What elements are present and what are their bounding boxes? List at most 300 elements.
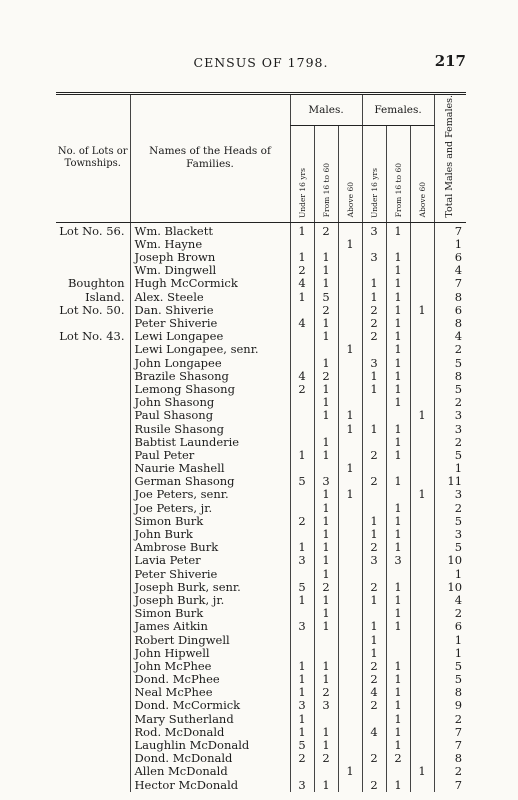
family-name-cell: Alex. Steele	[130, 291, 290, 304]
family-name-cell: Hector McDonald	[130, 778, 290, 791]
females-16to60-cell: 1	[386, 264, 410, 277]
total-cell: 2	[434, 607, 466, 620]
males-under16-cell	[290, 647, 314, 660]
males-above60-cell	[338, 251, 362, 264]
family-name-cell: Lewi Longapee	[130, 330, 290, 343]
lot-cell: Lot No. 43.	[59, 329, 125, 344]
females-above60-cell	[410, 251, 434, 264]
females-under16-cell: 1	[362, 515, 386, 528]
females-above60-cell	[410, 238, 434, 251]
females-above60-cell	[410, 356, 434, 369]
females-above60-cell	[410, 222, 434, 238]
page-number: 217	[434, 52, 466, 70]
males-16to60-cell: 1	[314, 620, 338, 633]
females-16to60-cell: 1	[386, 686, 410, 699]
males-under16-cell: 1	[290, 541, 314, 554]
lot-cell	[56, 620, 130, 633]
females-16to60-cell: 1	[386, 436, 410, 449]
males-16to60-header: From 16 to 60	[314, 125, 338, 222]
table-row	[56, 620, 466, 633]
lot-cell	[56, 317, 130, 330]
males-under16-cell: 5	[290, 739, 314, 752]
males-above60-cell	[338, 647, 362, 660]
lot-cell	[56, 462, 130, 475]
females-under16-cell: 2	[362, 317, 386, 330]
total-cell: 5	[434, 541, 466, 554]
males-under16-cell: 1	[290, 594, 314, 607]
males-16to60-cell	[314, 422, 338, 435]
lot-cell: Lot No. 56.	[59, 223, 125, 238]
males-under16-cell	[290, 409, 314, 422]
males-above60-cell	[338, 515, 362, 528]
males-16to60-cell: 1	[314, 515, 338, 528]
females-under16-cell: 2	[362, 475, 386, 488]
males-above60-cell	[338, 475, 362, 488]
males-above60-cell	[338, 222, 362, 238]
females-16to60-cell: 1	[386, 277, 410, 290]
table-row	[56, 396, 466, 409]
females-above60-cell	[410, 699, 434, 712]
males-above60-cell	[338, 449, 362, 462]
females-under16-cell: 1	[362, 633, 386, 646]
females-above60-cell	[410, 422, 434, 435]
total-cell: 4	[434, 264, 466, 277]
males-above60-cell	[338, 528, 362, 541]
males-above60-cell	[338, 356, 362, 369]
family-name-cell: Ambrose Burk	[130, 541, 290, 554]
total-cell: 7	[434, 778, 466, 791]
table-row	[56, 291, 466, 304]
males-16to60-cell: 1	[314, 317, 338, 330]
males-16to60-cell: 1	[314, 396, 338, 409]
females-16to60-cell: 1	[386, 356, 410, 369]
total-cell: 3	[434, 422, 466, 435]
table-row	[56, 554, 466, 567]
females-16to60-cell: 2	[386, 752, 410, 765]
table-row	[56, 383, 466, 396]
total-cell: 2	[434, 436, 466, 449]
total-cell: 1	[434, 567, 466, 580]
females-16to60-cell	[386, 567, 410, 580]
running-head	[56, 52, 466, 72]
males-under16-cell	[290, 396, 314, 409]
females-under16-cell: 2	[362, 541, 386, 554]
family-name-cell: Paul Shasong	[130, 409, 290, 422]
family-name-cell: Dond. McDonald	[130, 752, 290, 765]
males-16to60-cell: 2	[314, 304, 338, 317]
table-row	[56, 370, 466, 383]
males-16to60-cell: 1	[314, 673, 338, 686]
males-above60-cell	[338, 304, 362, 317]
females-under16-cell: 1	[362, 620, 386, 633]
total-cell: 1	[434, 633, 466, 646]
females-above60-cell	[410, 475, 434, 488]
males-above60-cell: 1	[338, 238, 362, 251]
family-name-cell: Dond. McPhee	[130, 673, 290, 686]
table-row	[56, 488, 466, 501]
females-above60-cell	[410, 502, 434, 515]
females-above60-cell	[410, 462, 434, 475]
family-name-cell: Dan. Shiverie	[130, 304, 290, 317]
lot-cell	[56, 686, 130, 699]
table-row	[56, 726, 466, 739]
females-16to60-cell	[386, 462, 410, 475]
lot-cell	[56, 238, 130, 251]
males-above60-header: Above 60	[338, 125, 362, 222]
females-under16-cell	[362, 607, 386, 620]
total-column-header: Total Males and Females.	[434, 94, 466, 223]
males-under16-cell: 1	[290, 222, 314, 238]
total-cell: 10	[434, 554, 466, 567]
males-under16-cell	[290, 633, 314, 646]
females-under16-cell: 2	[362, 778, 386, 791]
males-16to60-cell: 1	[314, 528, 338, 541]
females-under16-cell	[362, 396, 386, 409]
table-row	[56, 436, 466, 449]
lot-cell	[56, 633, 130, 646]
females-under16-cell: 2	[362, 330, 386, 343]
females-16to60-cell: 1	[386, 673, 410, 686]
males-under16-cell: 3	[290, 620, 314, 633]
table-row	[56, 594, 466, 607]
females-above60-cell: 1	[410, 409, 434, 422]
lot-cell	[56, 647, 130, 660]
lot-cell	[56, 515, 130, 528]
females-under16-cell: 1	[362, 528, 386, 541]
females-under16-cell: 2	[362, 673, 386, 686]
females-under16-cell: 2	[362, 449, 386, 462]
family-name-cell: Rusile Shasong	[130, 422, 290, 435]
females-16to60-cell: 1	[386, 291, 410, 304]
total-cell: 8	[434, 370, 466, 383]
total-cell: 2	[434, 502, 466, 515]
females-above60-cell	[410, 436, 434, 449]
family-name-cell: John Longapee	[130, 356, 290, 369]
total-cell: 3	[434, 528, 466, 541]
males-above60-cell	[338, 607, 362, 620]
lot-cell	[56, 251, 130, 264]
lot-cell	[56, 383, 130, 396]
females-16to60-cell: 1	[386, 251, 410, 264]
females-16to60-cell	[386, 633, 410, 646]
table-row	[56, 343, 466, 356]
lot-cell	[56, 699, 130, 712]
family-name-cell: Laughlin McDonald	[130, 739, 290, 752]
total-cell: 4	[434, 594, 466, 607]
males-above60-cell	[338, 581, 362, 594]
males-above60-cell	[338, 752, 362, 765]
males-16to60-cell: 1	[314, 660, 338, 673]
males-16to60-cell: 3	[314, 475, 338, 488]
females-16to60-cell: 1	[386, 330, 410, 343]
total-cell: 2	[434, 396, 466, 409]
total-cell: 1	[434, 238, 466, 251]
males-under16-header: Under 16 yrs	[290, 125, 314, 222]
lot-cell	[56, 594, 130, 607]
table-row	[56, 238, 466, 251]
females-under16-cell: 1	[362, 277, 386, 290]
females-above60-cell	[410, 739, 434, 752]
family-name-cell: Neal McPhee	[130, 686, 290, 699]
total-cell: 2	[434, 713, 466, 726]
total-cell: 1	[434, 462, 466, 475]
females-above60-cell	[410, 554, 434, 567]
lot-cell	[56, 567, 130, 580]
total-cell: 7	[434, 277, 466, 290]
lot-cell	[56, 607, 130, 620]
females-above60-cell	[410, 726, 434, 739]
family-name-cell: Joe Peters, senr.	[130, 488, 290, 501]
males-above60-cell: 1	[338, 409, 362, 422]
males-above60-cell	[338, 396, 362, 409]
lot-cell	[56, 436, 130, 449]
females-under16-cell	[362, 488, 386, 501]
males-under16-cell	[290, 356, 314, 369]
males-16to60-cell: 1	[314, 409, 338, 422]
lot-cell	[56, 673, 130, 686]
females-under16-cell: 4	[362, 686, 386, 699]
table-row	[56, 409, 466, 422]
males-under16-cell	[290, 462, 314, 475]
females-under16-cell: 1	[362, 383, 386, 396]
family-name-cell: Robert Dingwell	[130, 633, 290, 646]
females-16to60-cell: 1	[386, 475, 410, 488]
table-row	[56, 222, 466, 238]
males-under16-cell: 2	[290, 752, 314, 765]
males-16to60-cell: 1	[314, 502, 338, 515]
males-under16-cell: 1	[290, 660, 314, 673]
lot-cell	[56, 528, 130, 541]
family-name-cell: Rod. McDonald	[130, 726, 290, 739]
males-16to60-cell: 1	[314, 436, 338, 449]
lot-cell	[56, 713, 130, 726]
males-above60-cell: 1	[338, 488, 362, 501]
females-above60-cell	[410, 633, 434, 646]
females-above60-cell: 1	[410, 765, 434, 778]
females-16to60-cell: 1	[386, 370, 410, 383]
females-under16-cell: 2	[362, 660, 386, 673]
total-cell: 5	[434, 383, 466, 396]
family-name-cell: Wm. Blackett	[130, 222, 290, 238]
females-16to60-cell: 3	[386, 554, 410, 567]
total-cell: 2	[434, 765, 466, 778]
females-above60-cell	[410, 528, 434, 541]
males-16to60-cell: 1	[314, 567, 338, 580]
males-16to60-cell	[314, 713, 338, 726]
males-16to60-cell	[314, 343, 338, 356]
females-under16-cell	[362, 409, 386, 422]
total-cell: 4	[434, 330, 466, 343]
males-above60-cell: 1	[338, 343, 362, 356]
total-cell: 8	[434, 686, 466, 699]
family-name-cell: Joseph Burk, senr.	[130, 581, 290, 594]
family-name-cell: James Aitkin	[130, 620, 290, 633]
lot-cell	[56, 343, 130, 356]
total-cell: 5	[434, 449, 466, 462]
females-above60-cell	[410, 620, 434, 633]
males-under16-cell	[290, 304, 314, 317]
males-16to60-cell: 3	[314, 699, 338, 712]
family-name-cell: Dond. McCormick	[130, 699, 290, 712]
females-above60-cell	[410, 581, 434, 594]
males-under16-cell	[290, 502, 314, 515]
males-16to60-cell	[314, 647, 338, 660]
total-cell: 8	[434, 291, 466, 304]
females-16to60-header: From 16 to 60	[386, 125, 410, 222]
table-row	[56, 277, 466, 290]
males-above60-cell	[338, 699, 362, 712]
total-cell: 8	[434, 752, 466, 765]
family-name-cell: Brazile Shasong	[130, 370, 290, 383]
table-row	[56, 422, 466, 435]
females-under16-cell	[362, 436, 386, 449]
lot-cell	[56, 488, 130, 501]
table-row	[56, 330, 466, 343]
total-cell: 5	[434, 673, 466, 686]
females-16to60-cell: 1	[386, 422, 410, 435]
family-name-cell: Lewi Longapee, senr.	[130, 343, 290, 356]
males-above60-cell	[338, 739, 362, 752]
females-above60-cell: 1	[410, 488, 434, 501]
females-under16-cell	[362, 502, 386, 515]
males-above60-cell	[338, 370, 362, 383]
family-name-cell: Wm. Dingwell	[130, 264, 290, 277]
lot-cell	[56, 581, 130, 594]
females-above60-cell	[410, 515, 434, 528]
lot-cell	[56, 739, 130, 752]
females-16to60-cell: 1	[386, 620, 410, 633]
table-row	[56, 713, 466, 726]
table-row	[56, 502, 466, 515]
total-cell: 6	[434, 620, 466, 633]
females-16to60-cell: 1	[386, 660, 410, 673]
females-16to60-cell: 1	[386, 343, 410, 356]
table-row	[56, 264, 466, 277]
total-cell: 9	[434, 699, 466, 712]
males-16to60-cell: 1	[314, 356, 338, 369]
lot-cell	[56, 475, 130, 488]
females-16to60-cell: 1	[386, 515, 410, 528]
males-above60-cell	[338, 383, 362, 396]
females-above60-header: Above 60	[410, 125, 434, 222]
females-16to60-cell: 1	[386, 502, 410, 515]
table-row	[56, 317, 466, 330]
family-name-cell: Peter Shiverie	[130, 317, 290, 330]
table-row	[56, 541, 466, 554]
males-16to60-cell: 1	[314, 449, 338, 462]
females-above60-cell	[410, 396, 434, 409]
total-cell: 7	[434, 222, 466, 238]
lot-cell	[56, 396, 130, 409]
females-above60-cell	[410, 330, 434, 343]
males-under16-cell: 1	[290, 686, 314, 699]
females-above60-cell	[410, 594, 434, 607]
family-name-cell: Joseph Burk, jr.	[130, 594, 290, 607]
total-cell: 11	[434, 475, 466, 488]
total-cell: 8	[434, 317, 466, 330]
table-row	[56, 528, 466, 541]
total-cell: 2	[434, 343, 466, 356]
males-under16-cell: 1	[290, 291, 314, 304]
males-above60-cell	[338, 291, 362, 304]
males-under16-cell: 1	[290, 449, 314, 462]
table-row	[56, 356, 466, 369]
males-under16-cell	[290, 607, 314, 620]
females-above60-cell	[410, 291, 434, 304]
lot-cell	[56, 409, 130, 422]
females-under16-cell: 2	[362, 699, 386, 712]
males-16to60-cell: 2	[314, 222, 338, 238]
males-16to60-cell: 1	[314, 594, 338, 607]
females-above60-cell	[410, 647, 434, 660]
females-above60-cell	[410, 449, 434, 462]
females-16to60-cell: 1	[386, 383, 410, 396]
males-above60-cell	[338, 554, 362, 567]
females-16to60-cell: 1	[386, 713, 410, 726]
total-cell: 7	[434, 739, 466, 752]
males-above60-cell: 1	[338, 462, 362, 475]
females-above60-cell	[410, 607, 434, 620]
table-row	[56, 567, 466, 580]
females-above60-cell	[410, 660, 434, 673]
females-under16-cell	[362, 739, 386, 752]
names-column-header: Names of the Heads of Families.	[130, 94, 290, 223]
lot-cell: Island.	[85, 289, 125, 304]
females-above60-cell	[410, 343, 434, 356]
table-row	[56, 752, 466, 765]
males-16to60-cell: 1	[314, 488, 338, 501]
females-16to60-cell: 1	[386, 528, 410, 541]
family-name-cell: Paul Peter	[130, 449, 290, 462]
males-above60-cell	[338, 541, 362, 554]
total-cell: 7	[434, 726, 466, 739]
females-16to60-cell	[386, 488, 410, 501]
table-row	[56, 765, 466, 778]
females-under16-cell	[362, 238, 386, 251]
males-above60-cell	[338, 594, 362, 607]
females-above60-cell: 1	[410, 304, 434, 317]
table-row	[56, 607, 466, 620]
females-16to60-cell: 1	[386, 594, 410, 607]
females-16to60-cell: 1	[386, 449, 410, 462]
males-above60-cell	[338, 277, 362, 290]
table-row	[56, 449, 466, 462]
females-16to60-cell: 1	[386, 222, 410, 238]
males-under16-cell	[290, 343, 314, 356]
females-16to60-cell: 1	[386, 396, 410, 409]
females-under16-cell: 3	[362, 554, 386, 567]
family-name-cell: Naurie Mashell	[130, 462, 290, 475]
females-under16-cell: 2	[362, 581, 386, 594]
females-16to60-cell: 1	[386, 726, 410, 739]
males-under16-cell: 5	[290, 581, 314, 594]
lots-column-header: No. of Lots or Townships.	[56, 94, 130, 223]
females-above60-cell	[410, 673, 434, 686]
table-row	[56, 660, 466, 673]
table-row	[56, 475, 466, 488]
table-row	[56, 515, 466, 528]
lot-cell	[56, 778, 130, 791]
males-under16-cell	[290, 330, 314, 343]
females-16to60-cell: 1	[386, 699, 410, 712]
males-16to60-cell: 5	[314, 291, 338, 304]
males-under16-cell	[290, 436, 314, 449]
table-row	[56, 778, 466, 791]
lot-cell	[56, 541, 130, 554]
family-name-cell: Lemong Shasong	[130, 383, 290, 396]
males-16to60-cell	[314, 765, 338, 778]
males-under16-cell	[290, 567, 314, 580]
